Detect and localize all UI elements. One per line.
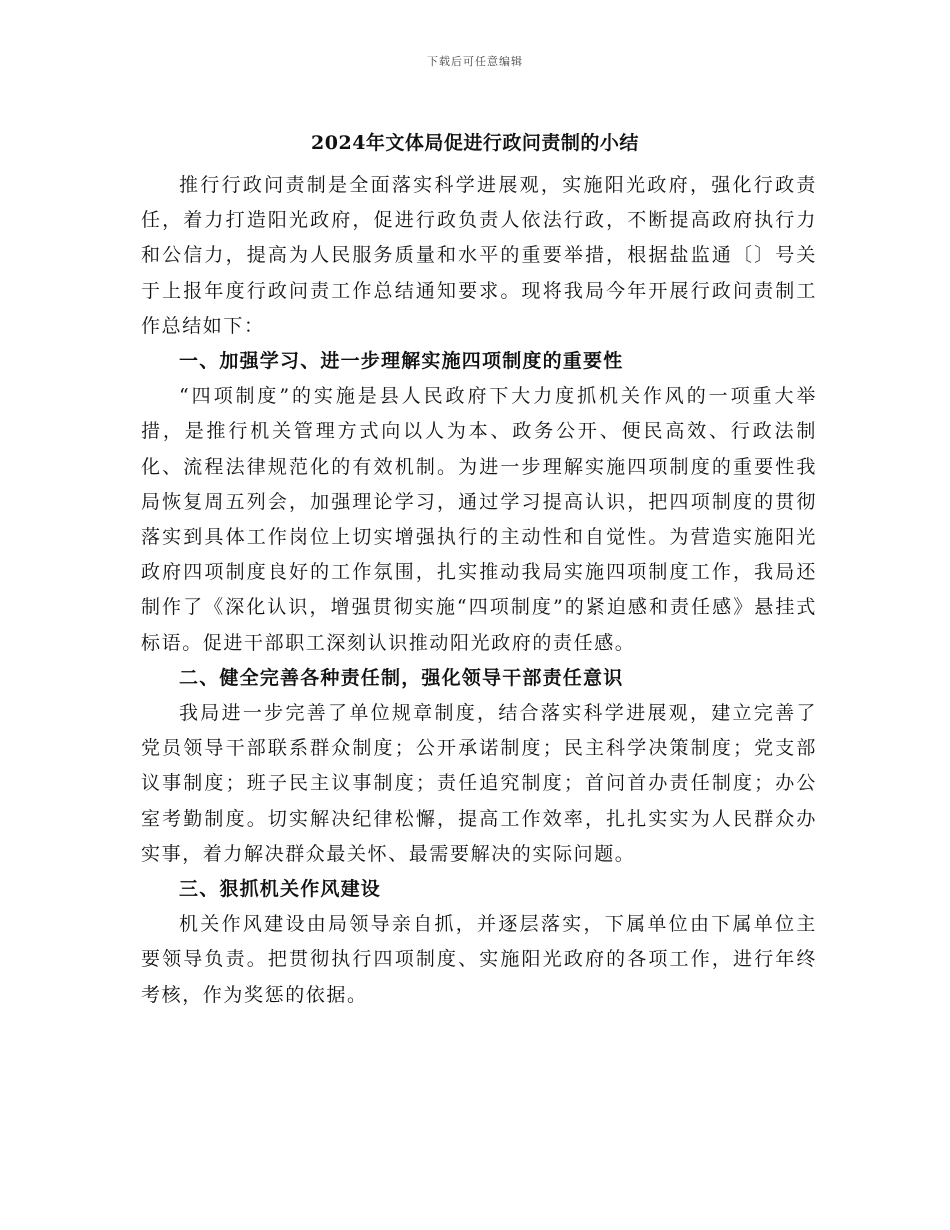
document-title: 2024年文体局促进行政问责制的小结	[311, 132, 639, 154]
section-heading-1: 一、加强学习、进一步理解实施四项制度的重要性	[179, 350, 624, 373]
section-heading-3: 三、狠抓机关作风建设	[179, 878, 382, 901]
intro-paragraph: 推行行政问责制是全面落实科学进展观，实施阳光政府，强化行政责任，着力打造阳光政府，促进行政负责人依法行政，不断提高政府执行力和公信力，提高为人民服务质量和水平的重要举措，根据盐监通〔〕号关于上报年度行政问责工作总结通知要求。现将我局今年开展行政问责制工作总结如下：	[141, 174, 817, 337]
section-body-3: 机关作风建设由局领导亲自抓，并逐层落实，下属单位由下属单位主要领导负责。把贯彻执行四项制度、实施阳光政府的各项工作，进行年终考核，作为奖惩的依据。	[141, 913, 817, 1006]
document-body	[141, 168, 817, 1013]
section-heading-2: 二、健全完善各种责任制，强化领导干部责任意识	[179, 666, 624, 689]
page-header-note: 下载后可任意编辑	[427, 55, 523, 68]
section-body-1: “四项制度”的实施是县人民政府下大力度抓机关作风的一项重大举措，是推行机关管理方式向以人为本、政务公开、便民高效、行政法制化、流程法律规范化的有效机制。为进一步理解实施四项制度的重要性我局恢复周五列会，加强理论学习，通过学习提高认识，把四项制度的贯彻落实到具体工作岗位上切实增强执行的主动性和自觉性。为营造实施阳光政府四项制度良好的工作氛围，扎实推动我局实施四项制度工作，我局还制作了《深化认识，增强贯彻实施“四项制度”的紧迫感和责任感》悬挂式标语。促进干部职工深刻认识推动阳光政府的责任感。	[141, 385, 817, 654]
section-body-2: 我局进一步完善了单位规章制度，结合落实科学进展观，建立完善了党员领导干部联系群众制度；公开承诺制度；民主科学决策制度；党支部议事制度；班子民主议事制度；责任追究制度；首问首办责任制度；办公室考勤制度。切实解决纪律松懈，提高工作效率，扎扎实实为人民群众办实事，着力解决群众最关怀、最需要解决的实际问题。	[141, 702, 817, 865]
